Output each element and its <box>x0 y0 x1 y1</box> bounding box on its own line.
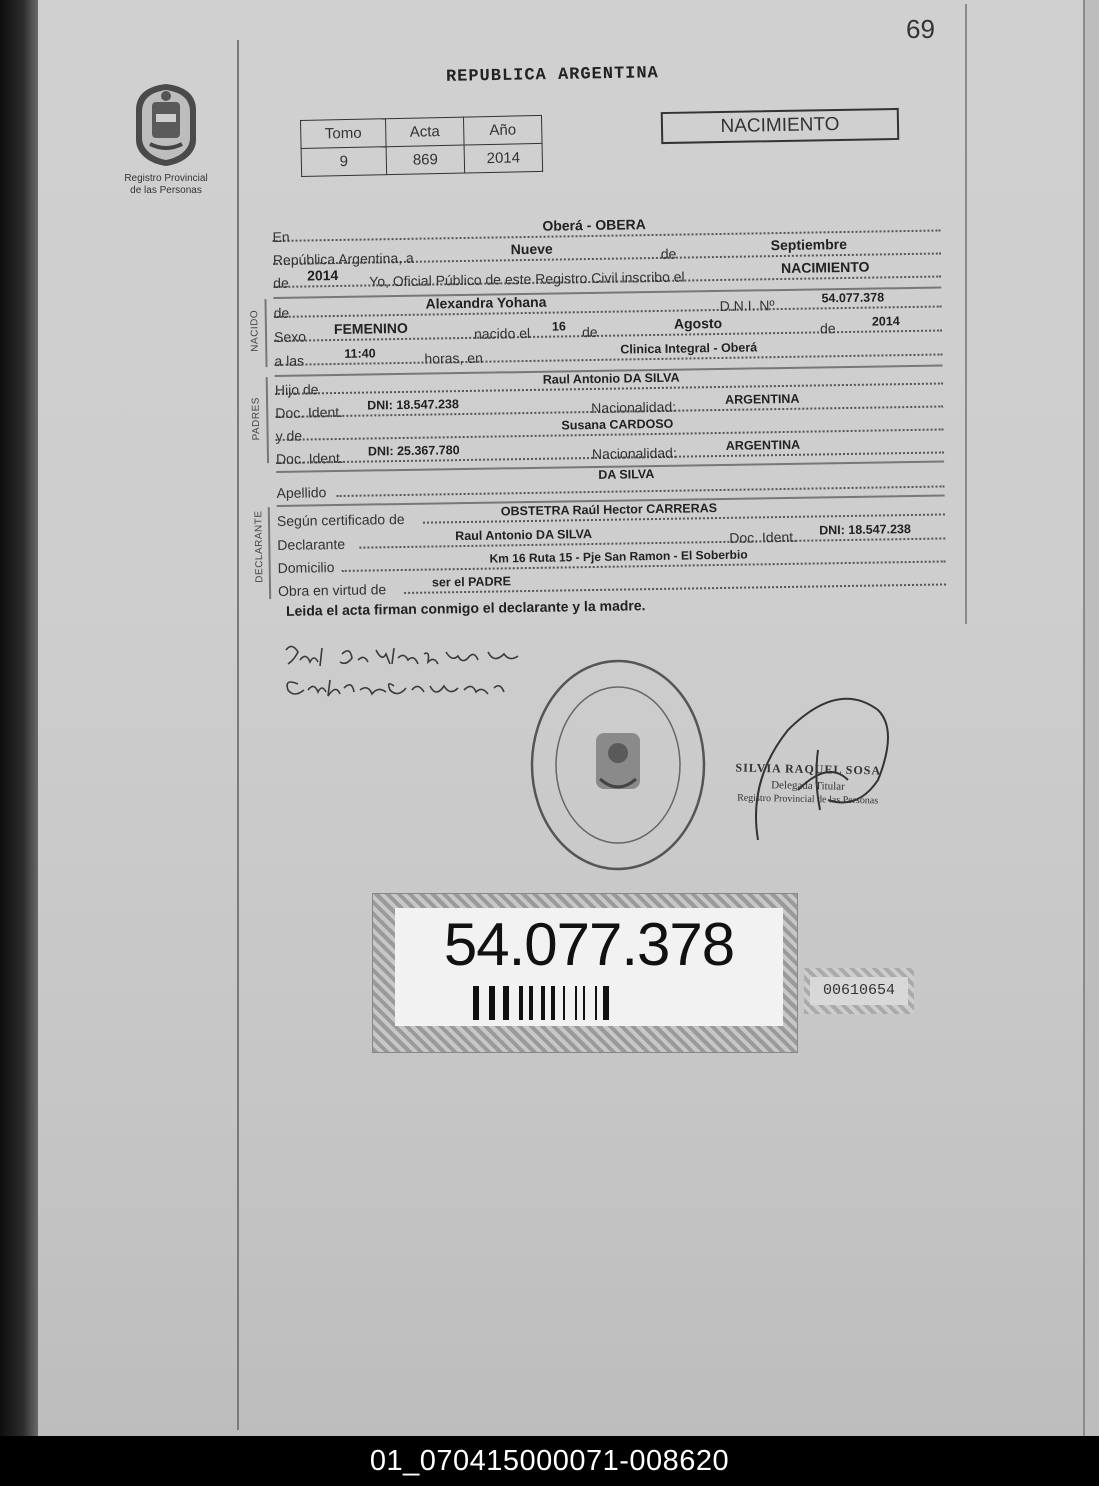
bar-padres <box>266 377 269 463</box>
value-father-nat: ARGENTINA <box>725 391 800 407</box>
label-de-year: de <box>273 274 289 291</box>
bar-declarante <box>268 507 271 599</box>
label-mother-doc: Doc. Ident. <box>275 449 344 467</box>
page-number: 69 <box>906 14 935 44</box>
official-seal <box>518 655 718 875</box>
serial-number: 00610654 <box>810 977 908 1005</box>
record-type-box: NACIMIENTO <box>661 108 900 144</box>
barcode-bar <box>551 986 555 1020</box>
logo-caption-line1: Registro Provincial <box>124 173 208 184</box>
document-page <box>38 0 1099 1436</box>
label-declarante-doc: Doc. Ident. <box>729 528 798 546</box>
record-table-values <box>301 143 543 176</box>
serial-sticker <box>804 968 914 1014</box>
value-apellido: DA SILVA <box>598 467 655 482</box>
label-father-nat: Nacionalidad: <box>591 398 677 417</box>
value-declarante: Raul Antonio DA SILVA <box>455 527 593 544</box>
value-tomo: 9 <box>301 147 387 177</box>
barcode-bar <box>541 986 545 1020</box>
value-ano: 2014 <box>464 143 543 173</box>
officer-role: Delegada Titular <box>771 779 845 793</box>
label-republica: República Argentina, a <box>272 249 414 268</box>
label-de-month: de <box>581 323 598 341</box>
label-mother-nat: Nacionalidad: <box>591 444 677 463</box>
label-domicilio: Domicilio <box>277 559 335 576</box>
label-y-de: y de <box>275 427 303 444</box>
value-birth-place: Clinica Integral - Oberá <box>620 340 758 357</box>
value-mother-nat: ARGENTINA <box>725 437 801 453</box>
registry-logo <box>126 80 206 170</box>
sticker-number: 54.077.378 <box>443 911 735 978</box>
value-child-dni: 54.077.378 <box>821 290 885 306</box>
header-acta: Acta <box>385 117 464 147</box>
closing-statement: Leida el acta firman conmigo el declarante y la madre. <box>285 597 646 619</box>
value-month: Septiembre <box>770 235 848 254</box>
value-birth-day: 16 <box>551 319 566 334</box>
barcode-bar <box>529 986 533 1020</box>
barcode-bar <box>473 986 479 1020</box>
value-year: 2014 <box>306 266 339 284</box>
value-mother-name: Susana CARDOSO <box>561 416 674 433</box>
section-label-nacido: NACIDO <box>249 309 261 352</box>
barcode-bar <box>583 986 585 1020</box>
value-en: Oberá - OBERA <box>542 216 646 234</box>
barcode-bar <box>603 986 609 1020</box>
page-shade <box>1085 0 1099 1436</box>
label-de-name: de <box>273 304 290 321</box>
value-father-doc: DNI: 18.547.238 <box>367 397 459 413</box>
value-declarante-doc: DNI: 18.547.238 <box>819 522 912 538</box>
sticker-label <box>395 908 783 1026</box>
section-label-declarante: DECLARANTE <box>253 510 266 583</box>
barcode-bar <box>489 986 495 1020</box>
parents-signature <box>278 640 538 710</box>
value-mother-doc: DNI: 25.367.780 <box>367 443 460 459</box>
coat-of-arms-icon <box>126 80 206 170</box>
value-acta: 869 <box>386 145 465 175</box>
right-rule <box>965 4 967 624</box>
value-birth-month: Agosto <box>673 314 723 332</box>
label-father-doc: Doc. Ident. <box>275 403 344 421</box>
header-ano: Año <box>463 115 542 145</box>
label-hijo-de: Hijo de <box>274 381 319 398</box>
label-obra: Obra en virtud de <box>277 581 387 599</box>
page-edge <box>1083 0 1085 1436</box>
barcode-bar <box>519 986 523 1020</box>
bar-nacido <box>264 299 267 367</box>
barcode-bar <box>503 986 509 1020</box>
label-nacido-el: nacido el <box>473 324 531 342</box>
value-obra: ser el PADRE <box>431 574 512 590</box>
margin-rule <box>237 40 239 1430</box>
value-certificado: OBSTETRA Raúl Hector CARRERAS <box>500 501 718 519</box>
value-birth-year: 2014 <box>871 314 900 329</box>
section-label-padres: PADRES <box>250 397 263 441</box>
label-de: de <box>660 245 677 262</box>
label-de-birth-year: de <box>819 320 836 337</box>
label-sexo: Sexo <box>273 328 307 345</box>
barcode-bar <box>575 986 577 1020</box>
value-child-name: Alexandra Yohana <box>425 293 547 312</box>
scan-left-edge <box>0 0 38 1436</box>
label-certificado: Según certificado de <box>276 510 405 529</box>
record-table <box>300 115 543 177</box>
label-declarante: Declarante <box>277 535 346 553</box>
barcode-bar <box>595 986 597 1020</box>
label-a-las: a las <box>274 352 305 369</box>
header-tomo: Tomo <box>301 119 387 149</box>
id-sticker <box>372 893 798 1053</box>
document-title: REPUBLICA ARGENTINA <box>445 64 659 87</box>
label-dni: D.N.I. Nº <box>719 297 775 314</box>
label-apellido: Apellido <box>276 484 327 501</box>
value-inscribo: NACIMIENTO <box>780 258 870 277</box>
value-day: Nueve <box>510 240 553 258</box>
label-inscribo: Yo, Oficial Público de este Registro Civil inscribo el <box>369 268 685 290</box>
logo-caption-line2: de las Personas <box>130 185 202 196</box>
logo-caption <box>114 173 218 197</box>
value-domicilio: Km 16 Ruta 15 - Pje San Ramon - El Soberbio <box>489 547 748 566</box>
officer-institution: Registro Provincial de las Personas <box>737 792 879 807</box>
officer-name: SILVIA RAQUEL SOSA <box>735 760 882 778</box>
value-father-name: Raul Antonio DA SILVA <box>542 370 680 387</box>
label-en: En <box>272 228 290 245</box>
barcode-bar <box>563 986 565 1020</box>
scan-footer-id: 01_070415000071-008620 <box>0 1436 1099 1486</box>
barcode <box>473 986 707 1020</box>
label-horas: horas, en <box>424 349 483 367</box>
value-sexo: FEMENINO <box>333 319 408 338</box>
value-time: 11:40 <box>344 346 376 361</box>
officer-block <box>698 760 919 808</box>
birth-record-form <box>249 195 946 600</box>
